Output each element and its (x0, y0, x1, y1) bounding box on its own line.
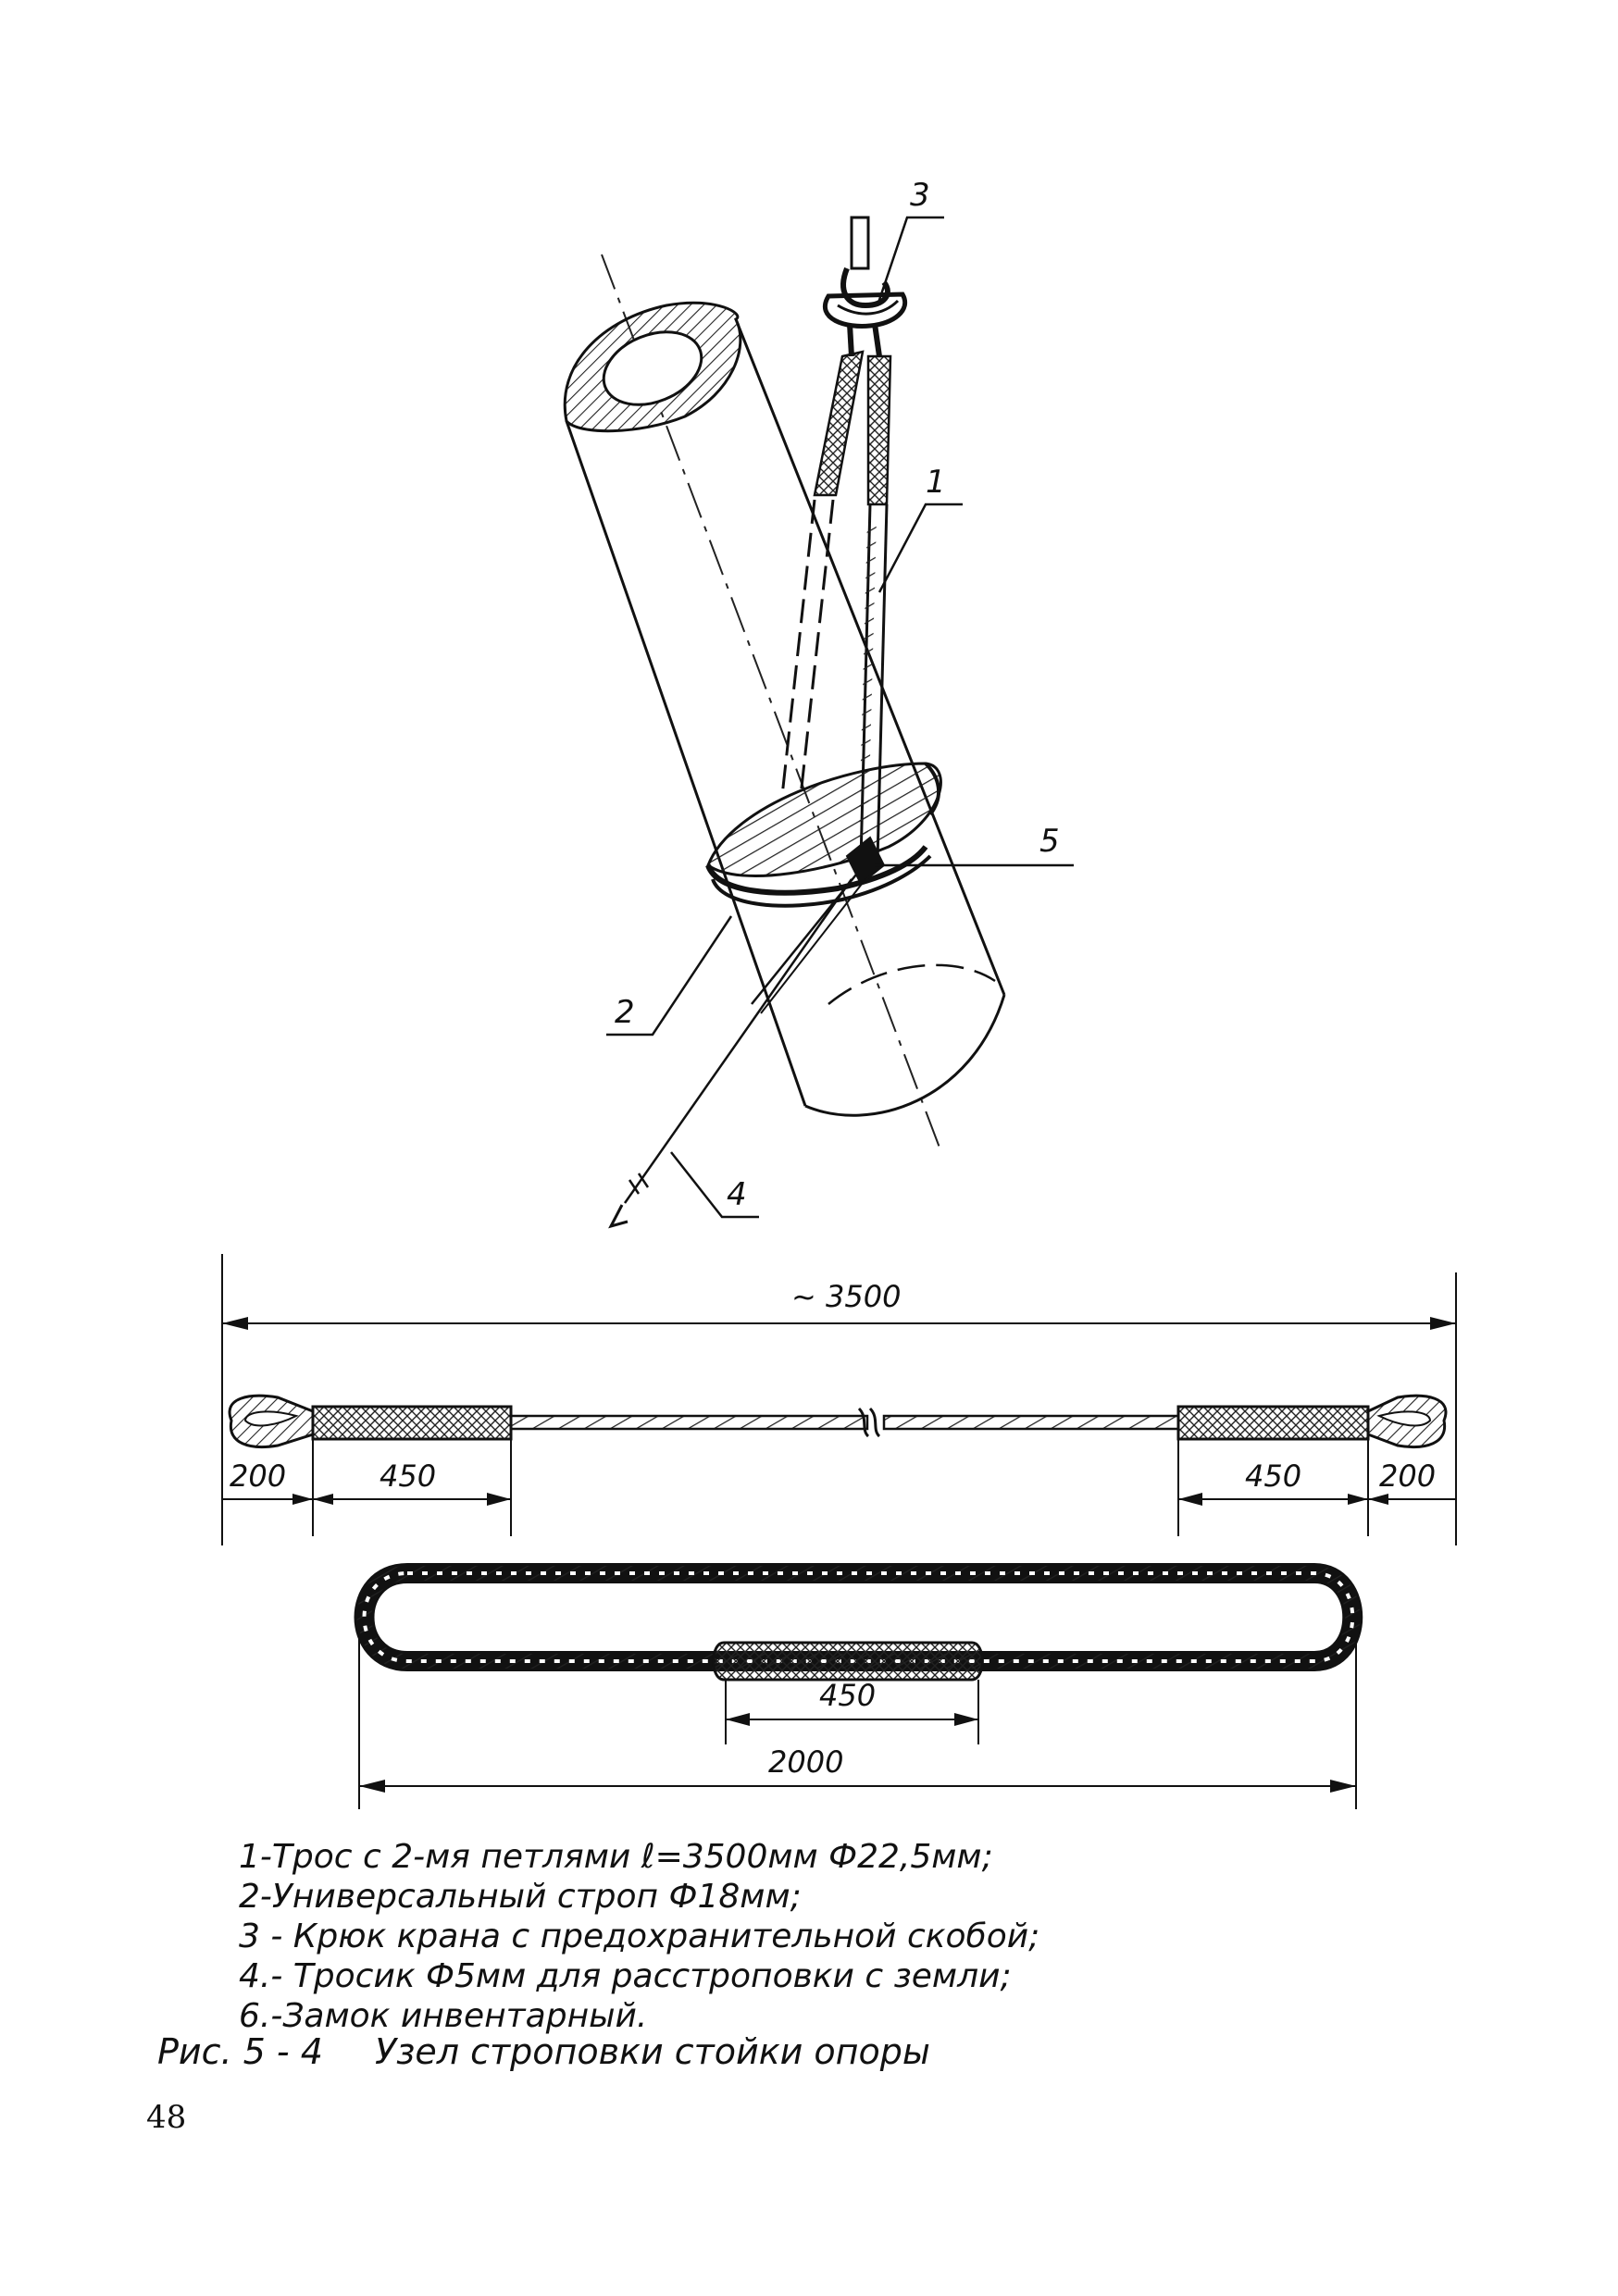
legend (239, 1837, 1442, 2036)
rope-with-eyes-drawing (222, 1254, 1456, 1545)
callout-3: 3 (910, 177, 930, 214)
endless-sling-drawing (359, 1573, 1356, 1809)
figure-title: Узел строповки стойки опоры (375, 2031, 930, 2072)
callout-2: 2 (615, 994, 635, 1031)
figure-number: Рис. 5 - 4 (157, 2031, 323, 2072)
legend-item-4: 4.- Тросик Ф5мм для расстроповки с земли; (239, 1957, 1012, 1995)
legend-item-6: 6.-Замок инвентарный. (239, 1997, 648, 2035)
callout-4: 4 (727, 1176, 747, 1213)
legend-item-1: 1-Трос с 2-мя петлями ℓ=3500мм Ф22,5мм; (239, 1838, 993, 1876)
dim-loop-splice: 450 (819, 1678, 877, 1713)
callout-1: 1 (926, 464, 946, 501)
figure-caption (157, 2031, 930, 2072)
pole-top-section (565, 303, 741, 430)
dim-left-splice: 450 (380, 1458, 437, 1494)
pole-drawing (565, 177, 1074, 1226)
legend-item-2: 2-Универсальный строп Ф18мм; (239, 1878, 802, 1916)
rope-1 (230, 1396, 1446, 1446)
callout-5: 5 (1039, 823, 1060, 860)
pole-bottom-hidden-edge (828, 965, 995, 1004)
dim-left-eye: 200 (230, 1458, 287, 1494)
sling-band (708, 763, 940, 906)
dim-right-splice: 450 (1245, 1458, 1302, 1494)
legend-item-3: 3 - Крюк крана с предохранительной скобой; (239, 1917, 1040, 1955)
dim-total-length: ~ 3500 (791, 1279, 902, 1314)
page-number: 48 (146, 2099, 187, 2136)
dim-loop-length: 2000 (768, 1744, 844, 1780)
crane-hook (825, 217, 904, 327)
dim-right-eye: 200 (1379, 1458, 1437, 1494)
pole-body (566, 319, 1004, 1106)
